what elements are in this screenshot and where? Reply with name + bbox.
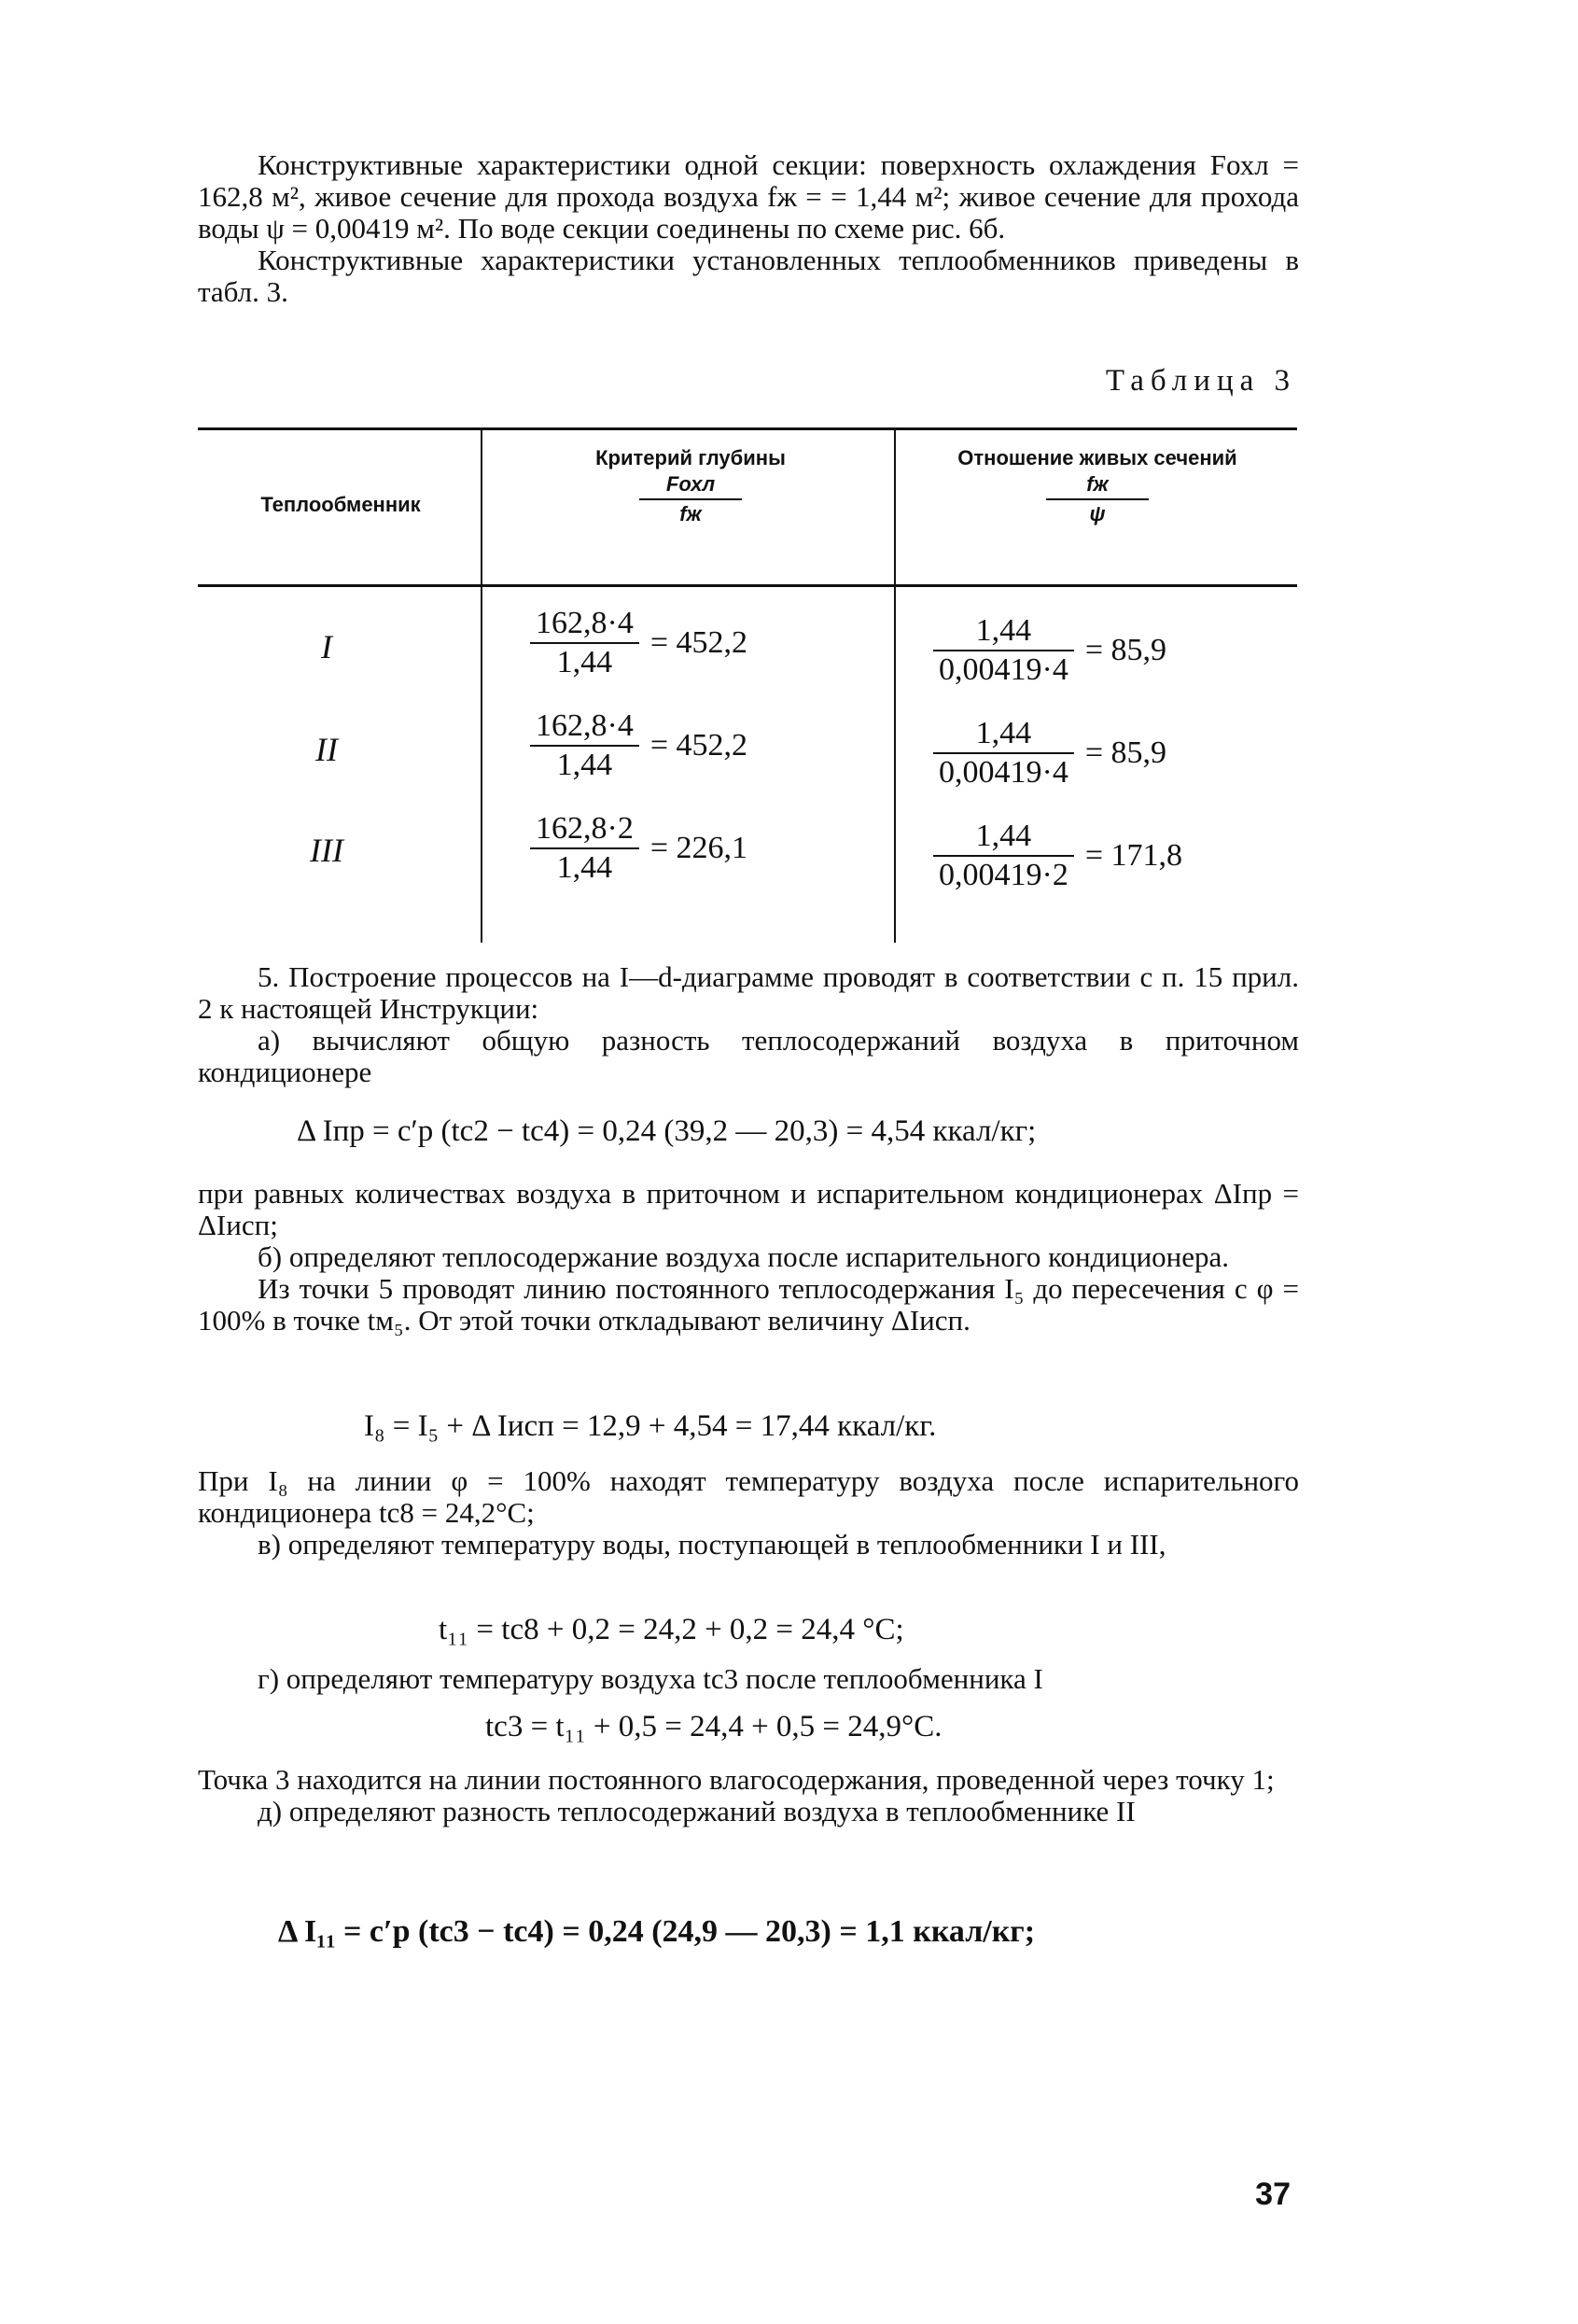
procedure-block-2	[198, 1178, 1299, 1337]
page-number: 37	[1255, 2177, 1291, 2212]
formula-i8: I₈ = I₅ + Δ Iисп = 12,9 + 4,54 = 17,44 ккал/кг.	[364, 1409, 937, 1443]
table-col-divider-2	[894, 429, 896, 943]
depth-criterion-numerator: Fохл	[665, 472, 716, 496]
section-ratio-numerator: fж	[1086, 472, 1109, 496]
row-III-depth-fraction	[530, 810, 639, 887]
table-col-divider-1	[481, 429, 482, 943]
section-ratio-bar	[1046, 498, 1149, 500]
formula-t11: t₁₁ = tc8 + 0,2 = 24,2 + 0,2 = 24,4 °C;	[439, 1613, 904, 1646]
table-caption: Таблица 3	[1105, 364, 1296, 398]
procedure-block-4	[198, 1663, 1299, 1695]
table-header-exchanger: Теплообменник	[260, 493, 421, 516]
row-II-ratio	[933, 715, 1166, 791]
row-III-ratio-num: 1,44	[975, 819, 1032, 853]
procedure-block-1	[198, 961, 1299, 1088]
row-I-ratio-num: 1,44	[975, 613, 1032, 648]
paragraph-point-3: Точка 3 находится на линии постоянного влагосодержания, проведенной через точку 1;	[198, 1763, 1275, 1796]
row-I-ratio-fraction	[933, 612, 1074, 689]
row-I-depth	[530, 605, 747, 681]
paragraph-point-5: Из точки 5 проводят линию постоянного теплосодержания I₅ до пересечения с φ = 100% в точке tм₅. От этой точки откладывают величину ΔIисп.	[198, 1272, 1299, 1337]
row-label-II: II	[315, 731, 338, 768]
row-I-ratio-den: 0,00419·4	[939, 652, 1068, 687]
paragraph-step-5: 5. Построение процессов на I—d-диаграмме проводят в соответствии с п. 15 прил. 2 к настоящей Инструкции:	[198, 960, 1299, 1025]
row-III-ratio	[933, 818, 1182, 894]
row-I-ratio	[933, 612, 1166, 689]
row-III-ratio-fraction	[933, 818, 1074, 894]
row-I-depth-num: 162,8·4	[536, 606, 634, 640]
paragraph-table-reference: Конструктивные характеристики установленных теплообменников приведены в табл. 3.	[198, 244, 1299, 308]
formula-delta-i-supply: Δ Iпр = c′p (tc2 − tc4) = 0,24 (39,2 — 20,3) = 4,54 ккал/кг;	[297, 1114, 1037, 1148]
row-III-ratio-den: 0,00419·2	[939, 858, 1068, 892]
section-ratio-fraction	[1046, 472, 1149, 526]
paragraph-equal-air: при равных количествах воздуха в приточном и испарительном кондиционерах ΔIпр = ΔIисп;	[198, 1177, 1299, 1241]
row-II-ratio-num: 1,44	[975, 716, 1032, 750]
table-header-rule	[198, 584, 1297, 587]
row-II-ratio-result: = 85,9	[1084, 735, 1167, 770]
row-II-depth-fraction	[530, 707, 639, 784]
row-III-depth-result: = 226,1	[649, 831, 748, 865]
procedure-block-5	[198, 1764, 1299, 1827]
depth-criterion-fraction	[639, 472, 742, 526]
row-II-depth	[530, 707, 747, 784]
section-ratio-title: Отношение живых сечений	[957, 446, 1237, 469]
paragraph-step-g: г) определяют температуру воздуха tc3 после теплообменника I	[258, 1662, 1043, 1695]
table-top-rule	[198, 427, 1297, 430]
depth-criterion-title: Критерий глубины	[595, 446, 786, 469]
paragraph-i8-line: При I₈ на линии φ = 100% находят температуру воздуха после испарительного кондиционера tc8 = 24,2°С;	[198, 1464, 1299, 1529]
row-III-depth-num: 162,8·2	[536, 811, 634, 846]
intro-block	[198, 149, 1299, 308]
row-III-ratio-result: = 171,8	[1084, 838, 1183, 873]
paragraph-step-b: б) определяют теплосодержание воздуха после испарительного кондиционера.	[258, 1240, 1230, 1273]
procedure-block-3	[198, 1465, 1299, 1561]
row-II-depth-result: = 452,2	[649, 728, 748, 763]
paragraph-step-v: в) определяют температуру воды, поступающей в теплообменники I и III,	[258, 1528, 1166, 1561]
row-label-III: III	[310, 832, 343, 869]
row-II-ratio-fraction	[933, 715, 1074, 791]
row-II-ratio-den: 0,00419·4	[939, 755, 1068, 790]
section-ratio-denominator: ψ	[1089, 502, 1106, 525]
row-I-depth-den: 1,44	[556, 645, 613, 679]
table-header-depth-criterion	[495, 446, 887, 526]
row-I-depth-fraction	[530, 605, 639, 681]
row-III-depth	[530, 810, 747, 887]
depth-criterion-denominator: fж	[679, 502, 702, 525]
formula-tc3: tc3 = t₁₁ + 0,5 = 24,4 + 0,5 = 24,9°C.	[485, 1710, 943, 1743]
paragraph-step-a: а) вычисляют общую разность теплосодержаний воздуха в приточном кондиционере	[198, 1024, 1299, 1088]
depth-criterion-bar	[639, 498, 742, 500]
row-III-depth-den: 1,44	[556, 850, 613, 885]
row-I-ratio-result: = 85,9	[1084, 633, 1167, 667]
row-I-depth-result: = 452,2	[649, 625, 748, 660]
table-header-section-ratio	[898, 446, 1297, 526]
row-II-depth-den: 1,44	[556, 748, 613, 782]
row-II-depth-num: 162,8·4	[536, 708, 634, 743]
formula-delta-i-11: Δ I₁₁ = c′p (tc3 − tc4) = 0,24 (24,9 — 20,3) = 1,1 ккал/кг;	[278, 1914, 1036, 1949]
row-label-I: I	[321, 628, 332, 665]
paragraph-section-characteristics: Конструктивные характеристики одной секции: поверхность охлаждения Fохл = 162,8 м², живое сечение для прохода воздуха fж = = 1,44 м²; живое сечение для прохода воды ψ = 0,00419 м². По воде секции соединены по схеме рис. 6б.	[198, 148, 1299, 245]
paragraph-step-d: д) определяют разность теплосодержаний воздуха в теплообменнике II	[258, 1795, 1136, 1827]
